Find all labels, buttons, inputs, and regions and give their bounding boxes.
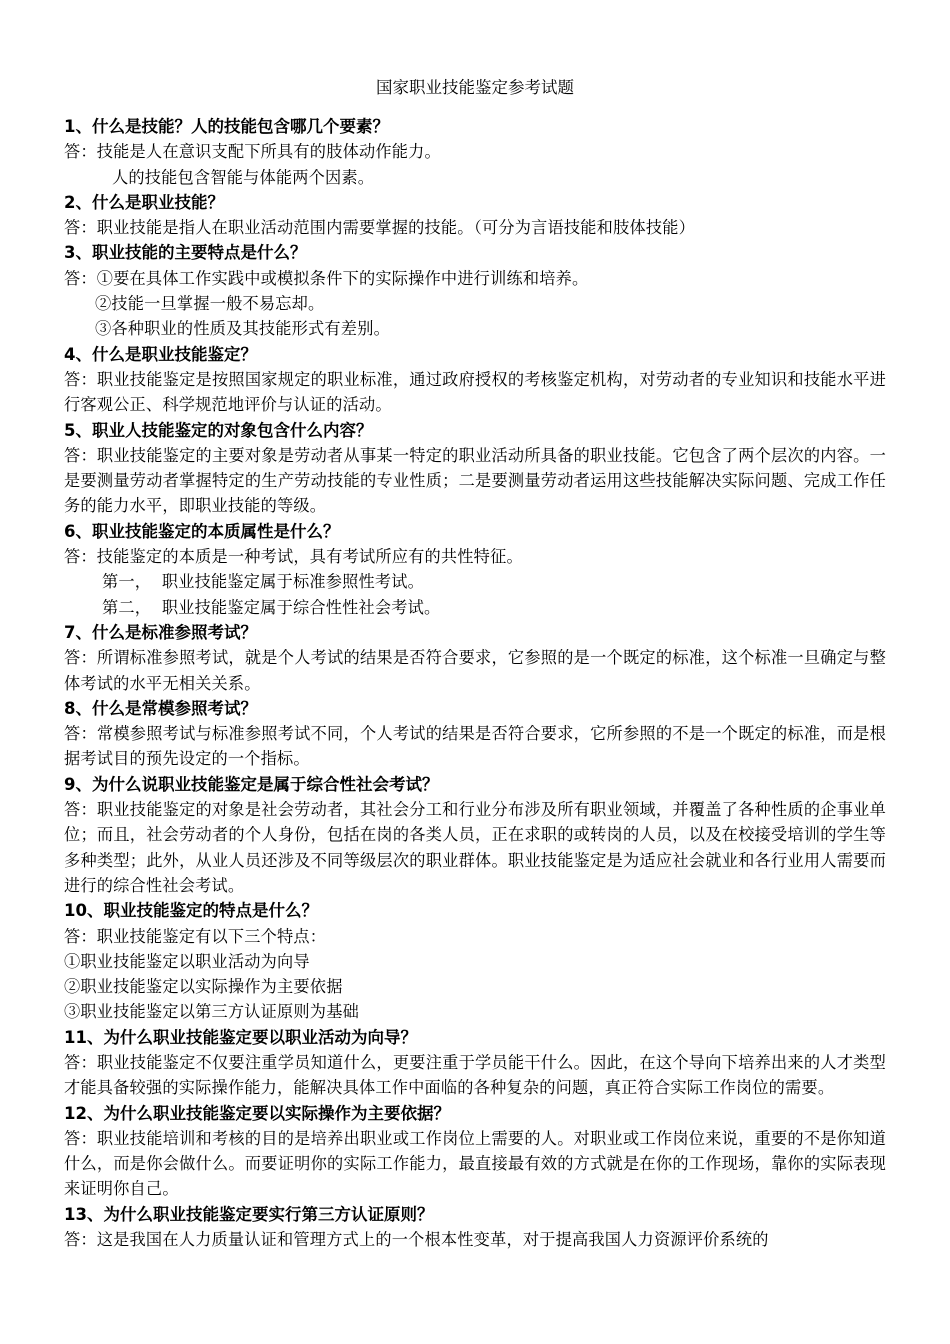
question-13: 13、为什么职业技能鉴定要实行第三方认证原则？ bbox=[64, 1204, 434, 1224]
answer-6-line-3: 第二， 职业技能鉴定属于综合性性社会考试。 bbox=[102, 597, 441, 617]
answer-3-line-3: ③各种职业的性质及其技能形式有差别。 bbox=[95, 319, 390, 339]
question-6: 6、职业技能鉴定的本质属性是什么？ bbox=[64, 521, 340, 541]
answer-10-line-1: 答：职业技能鉴定有以下三个特点： bbox=[64, 926, 327, 946]
question-4: 4、什么是职业技能鉴定？ bbox=[64, 344, 257, 364]
answer-11: 答：职业技能鉴定不仅要注重学员知道什么，更要注重于学员能干什么。因此，在这个导向下培养出来的人才类型才能具备较强的实际操作能力，能解决具体工作中面临的各种复杂的问题，真正符合实际工作岗位的需要。 bbox=[64, 1052, 886, 1098]
answer-10-line-2: ①职业技能鉴定以职业活动为向导 bbox=[64, 951, 310, 971]
answer-6-line-2: 第一， 职业技能鉴定属于标准参照性考试。 bbox=[102, 572, 425, 592]
answer-10-line-3: ②职业技能鉴定以实际操作为主要依据 bbox=[64, 977, 343, 997]
question-8: 8、什么是常模参照考试？ bbox=[64, 698, 257, 718]
answer-12: 答：职业技能培训和考核的目的是培养出职业或工作岗位上需要的人。对职业或工作岗位来说，重要的不是你知道什么，而是你会做什么。而要证明你的实际工作能力，最直接最有效的方式就是在你的工作现场，靠你的实际表现来证明你自己。 bbox=[64, 1128, 886, 1199]
question-3: 3、职业技能的主要特点是什么？ bbox=[64, 243, 307, 263]
answer-3-line-2: ②技能一旦掌握一般不易忘却。 bbox=[95, 294, 325, 314]
answer-1-line-1: 答：技能是人在意识支配下所具有的肢体动作能力。 bbox=[64, 142, 441, 162]
question-1: 1、什么是技能？人的技能包含哪几个要素？ bbox=[64, 117, 389, 136]
question-list bbox=[64, 114, 886, 1252]
question-11: 11、为什么职业技能鉴定要以职业活动为向导？ bbox=[64, 1027, 417, 1047]
answer-9: 答：职业技能鉴定的对象是社会劳动者，其社会分工和行业分布涉及所有职业领域，并覆盖了各种性质的企事业单位；而且，社会劳动者的个人身份，包括在岗的各类人员，正在求职的或转岗的人员，以及在校接受培训的学生等多种类型；此外，从业人员还涉及不同等级层次的职业群体。职业技能鉴定是为适应社会就业和各行业用人需要而进行的综合性社会考试。 bbox=[64, 800, 886, 895]
question-12: 12、为什么职业技能鉴定要以实际操作为主要依据？ bbox=[64, 1103, 450, 1123]
answer-7: 答：所谓标准参照考试，就是个人考试的结果是否符合要求，它参照的是一个既定的标准，这个标准一旦确定与整体考试的水平无相关关系。 bbox=[64, 648, 886, 693]
question-9: 9、为什么说职业技能鉴定是属于综合性社会考试？ bbox=[64, 774, 439, 794]
answer-5: 答：职业技能鉴定的主要对象是劳动者从事某一特定的职业活动所具备的职业技能。它包含了两个层次的内容。一是要测量劳动者掌握特定的生产劳动技能的专业性质；二是要测量劳动者运用这些技能解决实际问题、完成工作任务的能力水平，即职业技能的等级。 bbox=[64, 445, 886, 516]
answer-10-line-4: ③职业技能鉴定以第三方认证原则为基础 bbox=[64, 1002, 359, 1022]
question-5: 5、职业人技能鉴定的对象包含什么内容？ bbox=[64, 420, 373, 440]
question-2: 2、什么是职业技能？ bbox=[64, 192, 224, 212]
document-title: 国家职业技能鉴定参考试题 bbox=[376, 78, 574, 97]
answer-4: 答：职业技能鉴定是按照国家规定的职业标准，通过政府授权的考核鉴定机构，对劳动者的专业知识和技能水平进行客观公正、科学规范地评价与认证的活动。 bbox=[64, 369, 886, 415]
question-10: 10、职业技能鉴定的特点是什么？ bbox=[64, 901, 318, 921]
answer-2: 答：职业技能是指人在职业活动范围内需要掌握的技能。（可分为言语技能和肢体技能） bbox=[64, 218, 696, 238]
answer-3-line-1: 答：①要在具体工作实践中或模拟条件下的实际操作中进行训练和培养。 bbox=[64, 268, 589, 288]
answer-1-line-2: 人的技能包含智能与体能两个因素。 bbox=[112, 167, 375, 187]
answer-8: 答：常模参照考试与标准参照考试不同，个人考试的结果是否符合要求，它所参照的不是一个既定的标准，而是根据考试目的预先设定的一个指标。 bbox=[64, 724, 886, 769]
question-7: 7、什么是标准参照考试？ bbox=[64, 622, 257, 642]
answer-6-line-1: 答：技能鉴定的本质是一种考试，具有考试所应有的共性特征。 bbox=[64, 547, 523, 567]
answer-13: 答：这是我国在人力质量认证和管理方式上的一个根本性变革，对于提高我国人力资源评价系统的 bbox=[64, 1230, 769, 1250]
